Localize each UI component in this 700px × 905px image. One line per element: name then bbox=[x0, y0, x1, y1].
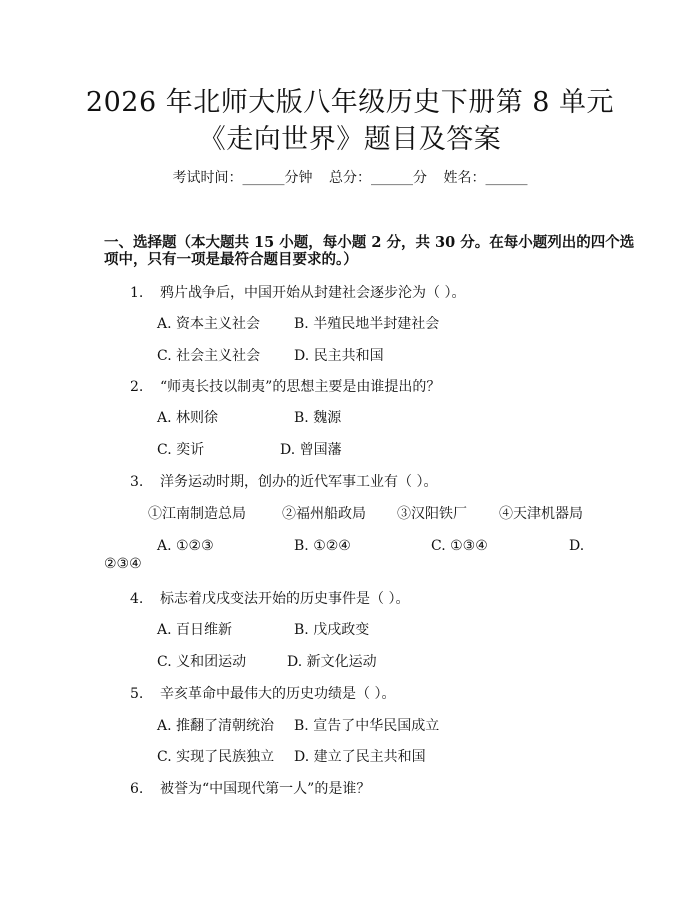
question-number: 1. bbox=[130, 285, 144, 301]
question-6 bbox=[130, 779, 370, 799]
option-a: A. 推翻了清朝统治 bbox=[157, 718, 275, 734]
question-number: 4. bbox=[130, 591, 144, 607]
list-item: ④天津机器局 bbox=[499, 506, 583, 522]
option-c: C. 义和团运动 bbox=[157, 654, 247, 670]
option-a: A. 资本主义社会 bbox=[157, 316, 261, 332]
question-text: 被誉为“中国现代第一人”的是谁？ bbox=[160, 781, 371, 797]
question-text: 辛亥革命中最伟大的历史功绩是（ ）。 bbox=[160, 686, 396, 702]
page-title-line1: 2026 年北师大版八年级历史下册第 8 单元 bbox=[85, 87, 615, 118]
list-item: ③汉阳铁厂 bbox=[397, 506, 467, 522]
question-3 bbox=[130, 472, 437, 492]
option-d: D. 新文化运动 bbox=[287, 654, 377, 670]
question-number: 2. bbox=[130, 379, 144, 395]
option-b: B. 魏源 bbox=[294, 410, 342, 426]
list-item: ①江南制造总局 bbox=[148, 506, 246, 522]
list-item: ②福州船政局 bbox=[282, 506, 366, 522]
question-text: 标志着戊戌变法开始的历史事件是（ ）。 bbox=[160, 591, 410, 607]
option-a: A. 林则徐 bbox=[157, 410, 219, 426]
question-4 bbox=[130, 589, 409, 609]
option-b: B. 戊戌政变 bbox=[294, 622, 370, 638]
option-c: C. 奕䜣 bbox=[157, 442, 205, 458]
option-d: D. bbox=[569, 538, 585, 554]
question-1 bbox=[130, 283, 465, 303]
question-2 bbox=[130, 377, 440, 397]
question-number: 5. bbox=[130, 686, 144, 702]
option-d: D. 曾国藩 bbox=[280, 442, 342, 458]
question-text: “师夷长技以制夷”的思想主要是由谁提出的？ bbox=[160, 379, 441, 395]
question-text: 鸦片战争后，中国开始从封建社会逐步沦为（ ）。 bbox=[160, 285, 466, 301]
section-heading-line1: 一、选择题（本大题共 15 小题，每小题 2 分，共 30 分。在每小题列出的四个选 bbox=[104, 234, 635, 251]
page-title-line2: 《走向世界》题目及答案 bbox=[198, 124, 502, 155]
option-d: D. 民主共和国 bbox=[294, 348, 384, 364]
section-heading-line2: 项中，只有一项是最符合题目要求的。） bbox=[104, 251, 358, 268]
question-text: 洋务运动时期，创办的近代军事工业有（ ）。 bbox=[160, 474, 438, 490]
student-name: 姓名：______ bbox=[443, 170, 528, 186]
option-c: C. ①③④ bbox=[431, 538, 488, 554]
option-b: B. ①②④ bbox=[294, 538, 351, 554]
option-b: B. 宣告了中华民国成立 bbox=[294, 718, 440, 734]
option-a: A. ①②③ bbox=[157, 538, 214, 554]
exam-time: 考试时间：______分钟 bbox=[172, 170, 313, 186]
question-5 bbox=[130, 684, 395, 704]
option-d: D. 建立了民主共和国 bbox=[294, 749, 426, 765]
question-number: 3. bbox=[130, 474, 144, 490]
option-b: B. 半殖民地半封建社会 bbox=[294, 316, 440, 332]
option-a: A. 百日维新 bbox=[157, 622, 233, 638]
option-d-wrap: ②③④ bbox=[104, 556, 142, 572]
option-c: C. 社会主义社会 bbox=[157, 348, 261, 364]
option-c: C. 实现了民族独立 bbox=[157, 749, 275, 765]
exam-total-score: 总分：______分 bbox=[329, 170, 427, 186]
question-number: 6. bbox=[130, 781, 144, 797]
exam-meta bbox=[0, 168, 700, 188]
